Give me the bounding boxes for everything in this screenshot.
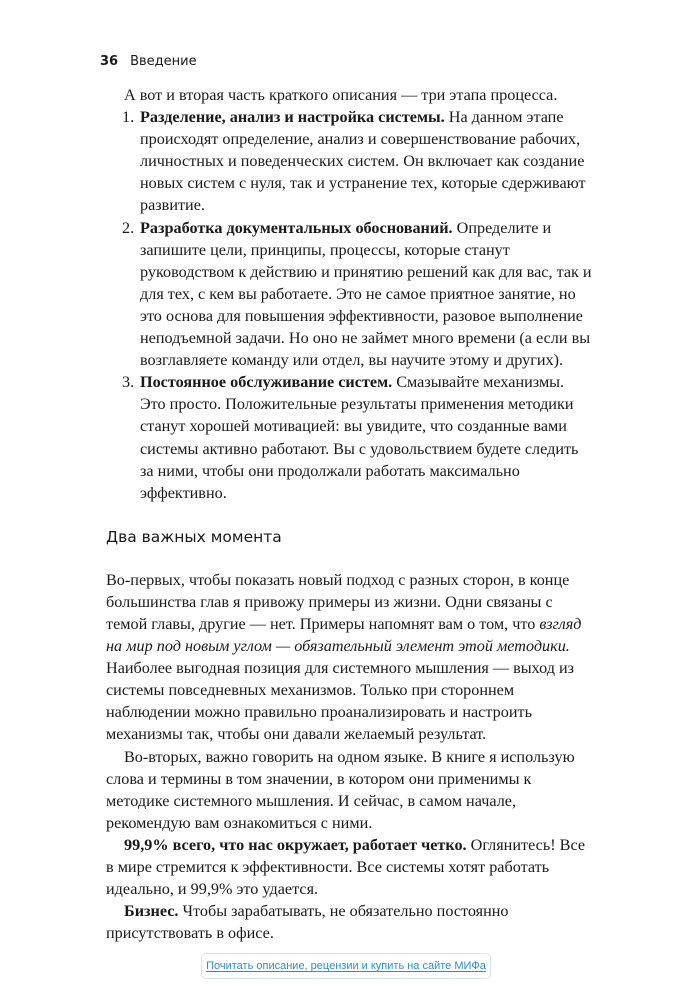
list-item bbox=[106, 217, 592, 372]
intro-paragraph: А вот и вторая часть краткого описания — три этапа процесса. bbox=[124, 86, 558, 104]
section-heading: Два важных момента bbox=[106, 527, 282, 546]
paragraph-second-point: Во-вторых, важно говорить на одном языке. В книге я использую слова и термины в том значении, в котором они применимы к методике системного мышления. И сейчас, в самом начале, рекомендую вам ознакомиться с ними. bbox=[106, 747, 575, 832]
step-title: Разработка документальных обоснований. bbox=[140, 218, 453, 237]
list-item bbox=[106, 371, 592, 504]
step-title: Разделение, анализ и настройка системы. bbox=[140, 108, 445, 127]
paragraph-text: Наиболее выгодная позиция для системного мышления — выход из системы повседневных механизмов. Только при стороннем наблюдении можно правильно проанализировать и настроить механизмы так, чтобы они давали желаемый результат. bbox=[106, 659, 575, 744]
paragraph-first-point bbox=[106, 569, 592, 746]
list-item bbox=[106, 106, 592, 216]
term-definition bbox=[106, 900, 592, 944]
buy-book-link[interactable]: Почитать описание, рецензии и купить на сайте МИФа bbox=[201, 953, 491, 979]
term-text: Чтобы зарабатывать, не обязательно постоянно присутствовать в офисе. bbox=[106, 902, 509, 943]
term-label: Бизнес. bbox=[124, 902, 179, 921]
step-text: Определите и запишите цели, принципы, процессы, которые станут руководством к действию и принятию решений как для вас, так и для тех, с кем вы работаете. Это не самое приятное занятие, но это основа для повышения эффективности, разовое выполнение неподъемной задачи. Но оно не займет много времени (а если вы возглавляете команду или отдел, вы научите этому и других). bbox=[140, 218, 592, 370]
paragraph-text: Во-первых, чтобы показать новый подход с разных сторон, в конце большинства глав я привожу примеры из жизни. Одни связаны с темой главы, другие — нет. Примеры напомнят вам о том, что bbox=[106, 570, 570, 633]
term-label: 99,9% всего, что нас окружает, работает четко. bbox=[124, 835, 467, 854]
list-marker: 2. bbox=[122, 218, 135, 237]
step-text: Смазывайте механизмы. Это просто. Положительные результаты применения методики станут хорошей мотивацией: вы увидите, что созданные вами системы активно работают. Вы с удовольствием будете следить за ними, чтобы они продолжали работать максимально эффективно. bbox=[140, 373, 579, 502]
step-title: Постоянное обслуживание систем. bbox=[140, 373, 393, 392]
list-marker: 1. bbox=[122, 108, 135, 127]
page-content bbox=[106, 84, 592, 944]
process-steps-list bbox=[106, 106, 592, 504]
running-head bbox=[100, 54, 197, 69]
list-marker: 3. bbox=[122, 373, 135, 392]
term-definition bbox=[106, 834, 592, 900]
italic-emphasis: взгляд на мир под новым углом — обязательный элемент этой методики. bbox=[106, 614, 582, 656]
step-text: На данном этапе происходят определение, анализ и совершенствование рабочих, личностных и поведенческих систем. Он включает как создание новых систем с нуля, так и устранение тех, которые сдерживают развитие. bbox=[140, 108, 586, 215]
page-number: 36 bbox=[100, 54, 119, 69]
running-head-section: Введение bbox=[130, 54, 197, 69]
term-text: Оглянитесь! Все в мире стремится к эффективности. Все системы хотят работать идеально, и 99,9% это удается. bbox=[106, 835, 586, 899]
